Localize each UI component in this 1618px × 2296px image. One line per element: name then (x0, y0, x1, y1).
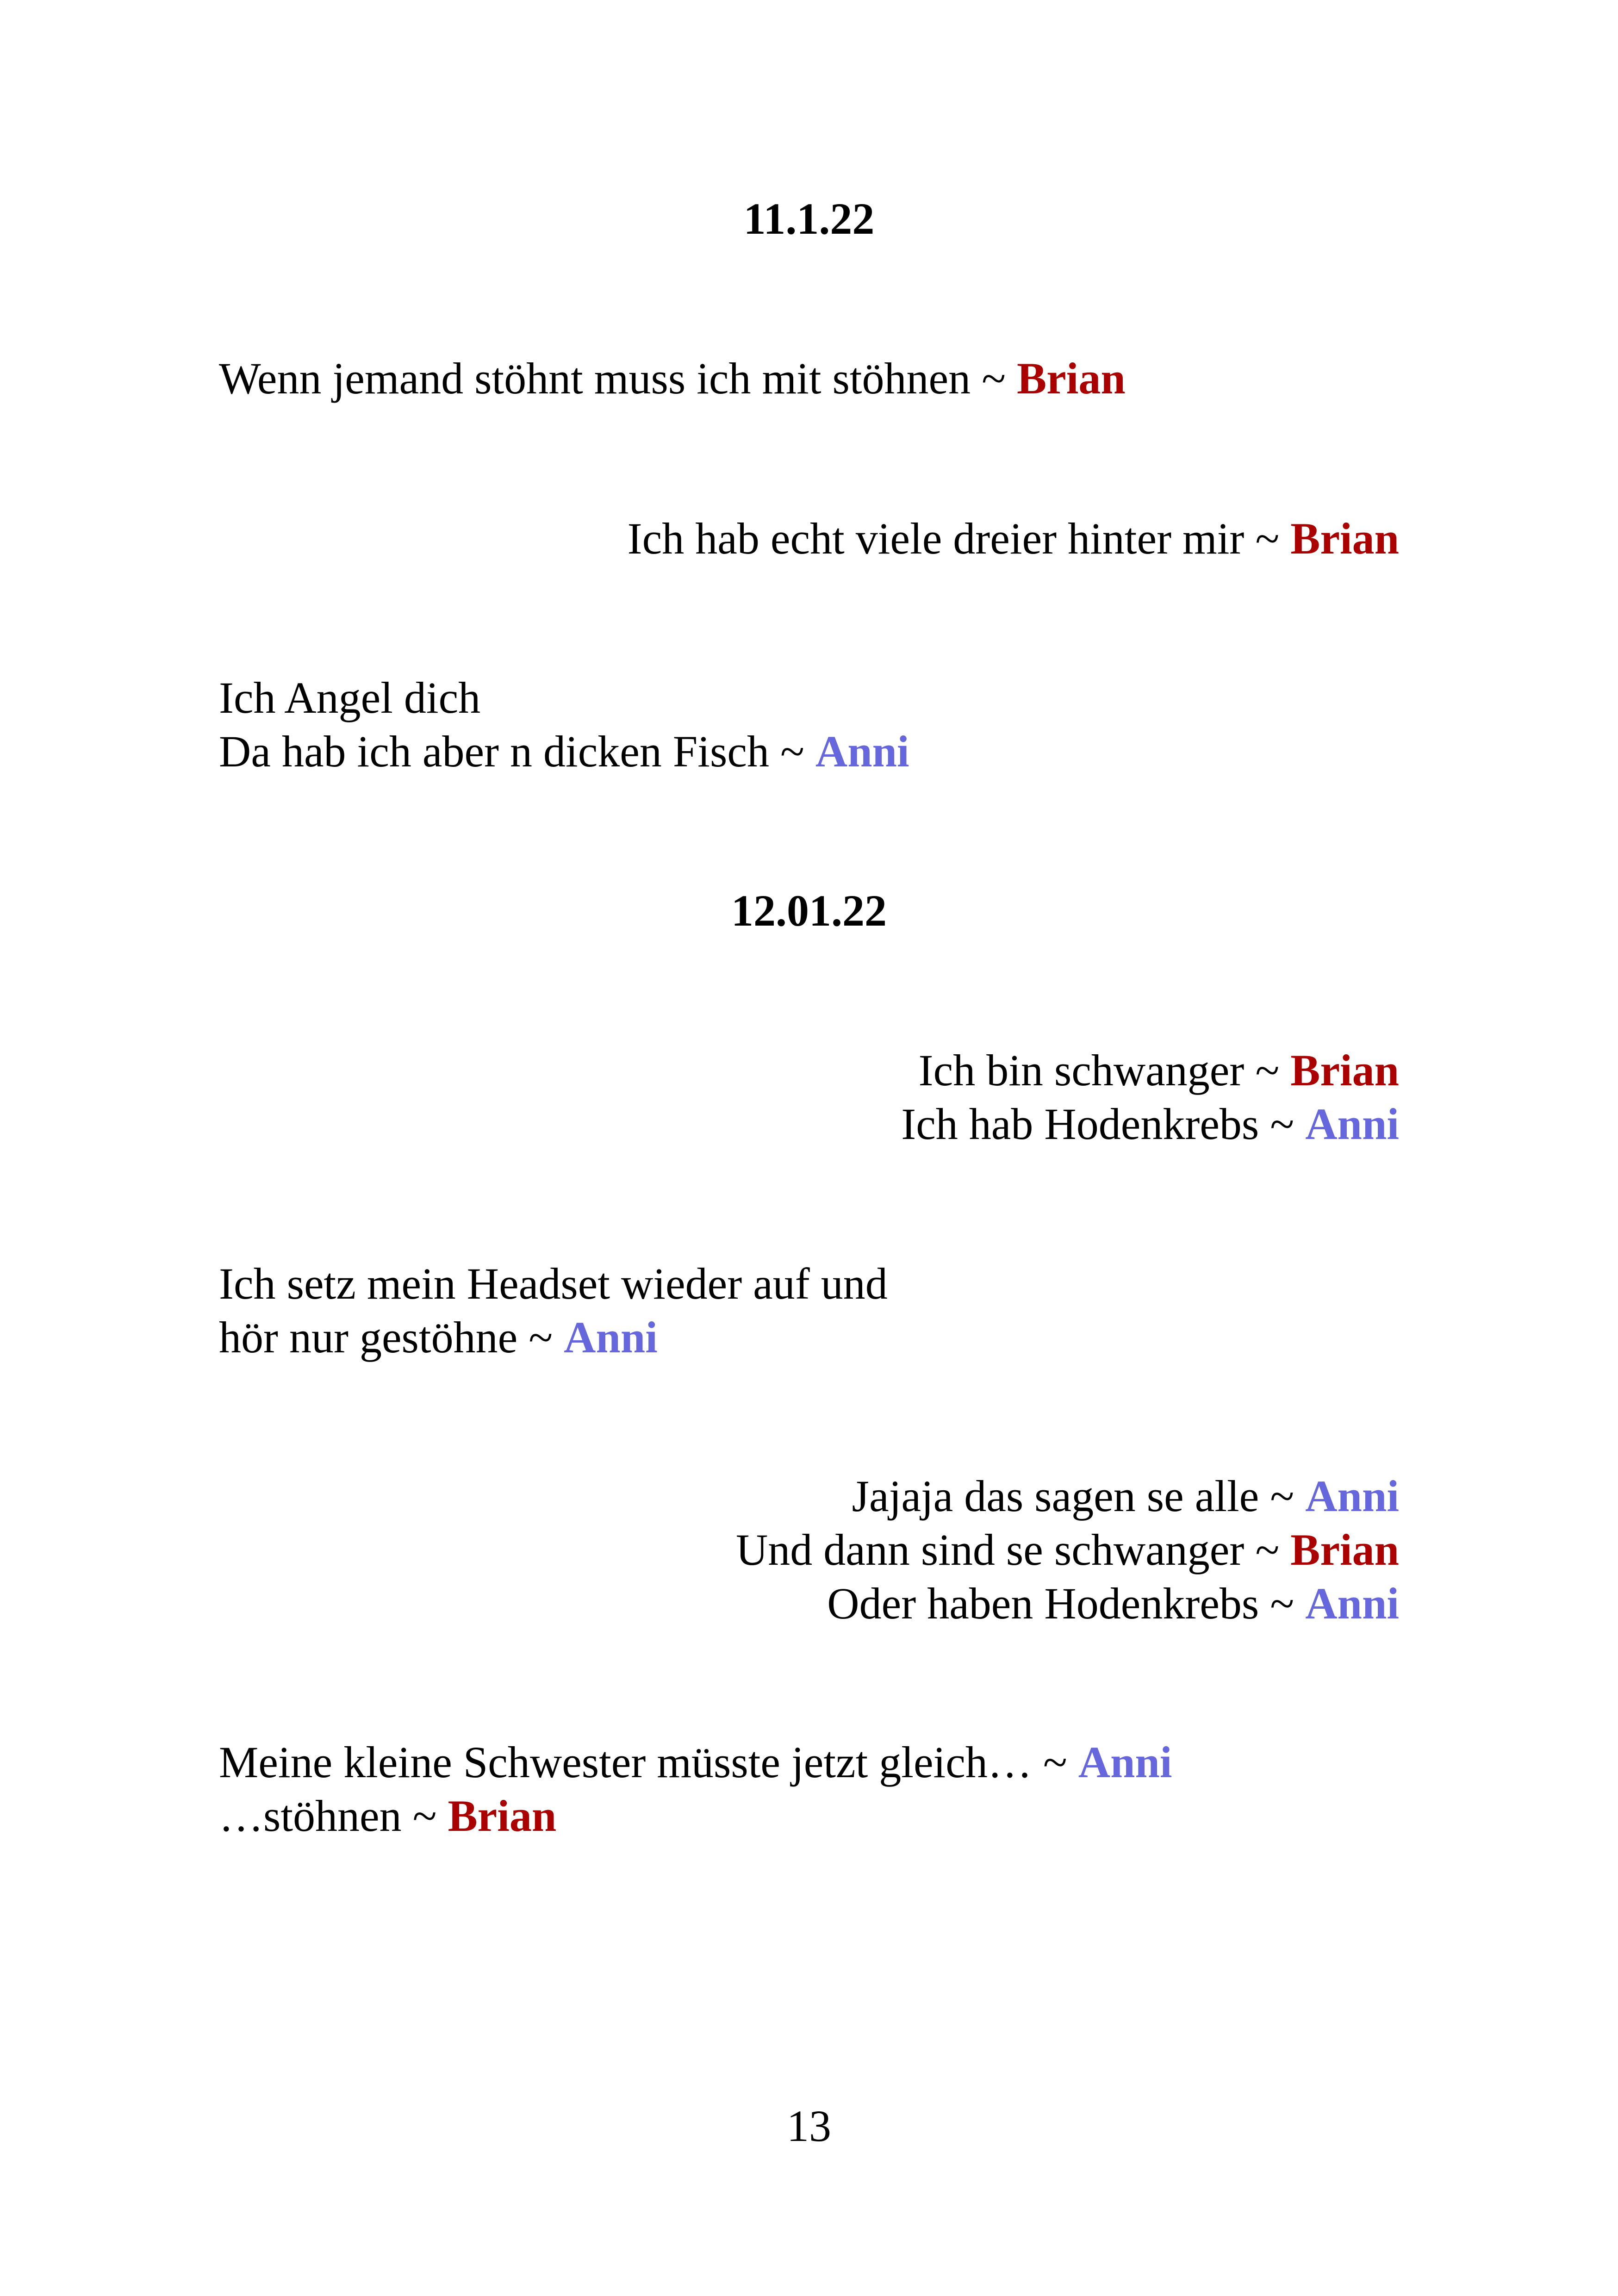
quote-text: hör nur gestöhne ~ (219, 1313, 564, 1362)
quote-line (736, 1523, 1399, 1577)
quote-text: Ich Angel dich (219, 673, 481, 722)
quote-text: Ich bin schwanger ~ (918, 1045, 1291, 1095)
quote-text: Und dann sind se schwanger ~ (735, 1525, 1291, 1574)
author-name: Anni (1305, 1579, 1399, 1628)
quote-text: Meine kleine Schwester müsste jetzt gleich… ~ (219, 1737, 1078, 1787)
quote-line (901, 1044, 1399, 1097)
quote-block-5 (219, 1257, 888, 1364)
quote-block-2 (628, 512, 1399, 566)
quote-line (219, 1257, 888, 1311)
quote-text: Oder haben Hodenkrebs ~ (827, 1579, 1306, 1628)
date-heading-1: 11.1.22 (743, 194, 875, 243)
quote-text: …stöhnen ~ (219, 1791, 448, 1841)
quote-block-3 (219, 671, 909, 778)
quote-line (219, 1736, 1172, 1789)
quote-text: Ich setz mein Headset wieder auf und (219, 1259, 888, 1308)
author-name: Anni (1305, 1099, 1399, 1149)
quote-line (628, 512, 1399, 566)
quote-line (219, 1789, 1172, 1843)
author-name: Brian (1290, 1045, 1399, 1095)
quote-block-1 (219, 352, 1126, 405)
quote-text: Wenn jemand stöhnt muss ich mit stöhnen ~ (219, 354, 1017, 403)
author-name: Anni (1078, 1737, 1172, 1787)
quote-block-6 (736, 1469, 1399, 1630)
quote-text: Ich hab Hodenkrebs ~ (901, 1099, 1306, 1149)
author-name: Brian (448, 1791, 557, 1841)
quote-text: Ich hab echt viele dreier hinter mir ~ (627, 514, 1291, 563)
author-name: Anni (564, 1313, 658, 1362)
date-heading-2: 12.01.22 (731, 886, 887, 935)
author-name: Brian (1290, 514, 1399, 563)
quote-line (219, 671, 909, 725)
quote-line (736, 1577, 1399, 1630)
author-name: Anni (1305, 1471, 1399, 1521)
quote-line (901, 1097, 1399, 1151)
author-name: Brian (1017, 354, 1126, 403)
quote-block-4 (901, 1044, 1399, 1151)
quote-block-7 (219, 1736, 1172, 1843)
author-name: Anni (815, 727, 909, 776)
page-number: 13 (787, 2101, 831, 2151)
quote-text: Da hab ich aber n dicken Fisch ~ (219, 727, 815, 776)
quote-line (219, 725, 909, 778)
quote-text: Jajaja das sagen se alle ~ (852, 1471, 1306, 1521)
author-name: Brian (1290, 1525, 1399, 1574)
quote-line (736, 1469, 1399, 1523)
quote-line (219, 1311, 888, 1364)
quote-line (219, 352, 1126, 405)
